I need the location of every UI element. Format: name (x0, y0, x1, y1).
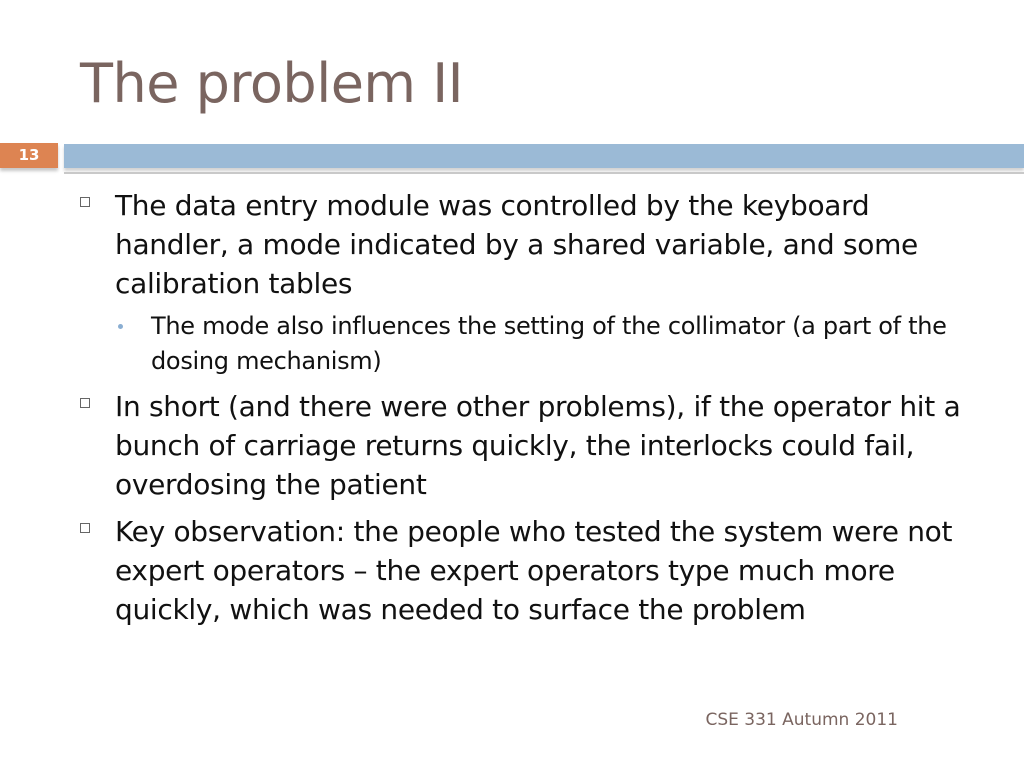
footer-course-label: CSE 331 Autumn 2011 (705, 710, 898, 730)
sub-bullet-text: The mode also influences the setting of the collimator (a part of the dosing mechanism) (151, 312, 947, 375)
sub-bullet-item (80, 309, 980, 379)
slide-content (80, 186, 980, 637)
bullet-item (80, 512, 980, 629)
square-bullet-icon (80, 197, 90, 207)
bullet-text: The data entry module was controlled by the keyboard handler, a mode indicated by a shared variable, and some calibration tables (115, 189, 918, 300)
dot-bullet-icon (118, 324, 123, 329)
square-bullet-icon (80, 398, 90, 408)
header-bar (64, 144, 1024, 168)
bullet-text: In short (and there were other problems), if the operator hit a bunch of carriage returns quickly, the interlocks could fail, overdosing the patient (115, 390, 961, 501)
square-bullet-icon (80, 523, 90, 533)
header-divider (64, 172, 1024, 174)
bullet-text: Key observation: the people who tested the system were not expert operators – the expert operators type much more quickly, which was needed to surface the problem (115, 515, 953, 626)
bullet-item (80, 387, 980, 504)
bullet-item (80, 186, 980, 303)
slide-number-badge: 13 (0, 143, 58, 168)
slide-title: The problem II (80, 52, 464, 115)
